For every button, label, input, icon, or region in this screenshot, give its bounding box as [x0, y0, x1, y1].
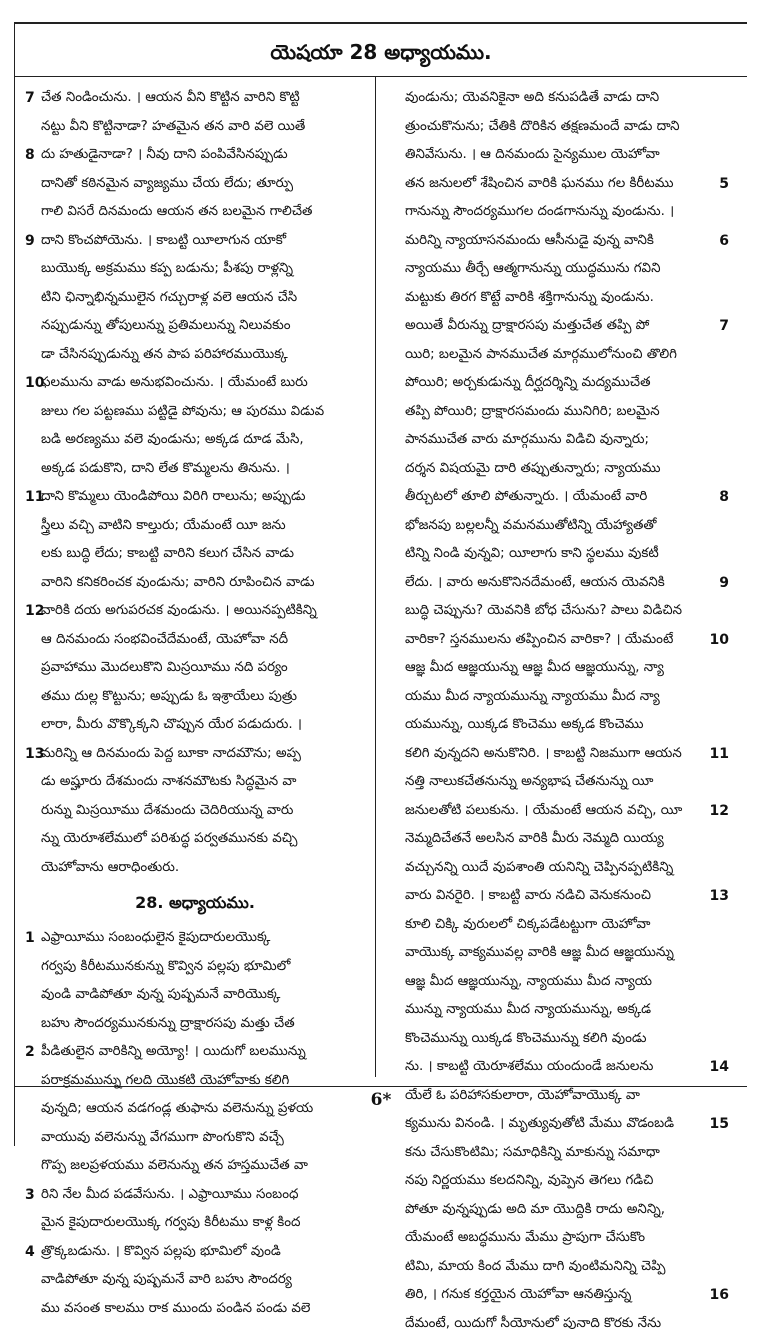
line-text: వాయొక్క వాక్యమువల్ల వారికి ఆజ్ఞ మీద ఆజ్ఞయున్ను	[405, 939, 674, 968]
text-line	[389, 768, 729, 797]
verse-number: 4	[25, 1238, 35, 1267]
text-line	[389, 512, 729, 541]
line-text: భోజనపు బల్లలన్నీ వమనముతోటిన్ని యేహ్యాతతో	[405, 512, 656, 541]
line-text: రున్ను మిస్రయీము దేశమందు చెదిరియున్న వారు	[41, 797, 293, 826]
text-line	[389, 597, 729, 626]
line-text: బడి అరణ్యము వలె వుండును; అక్కడ దూడ మేసి,	[41, 426, 304, 455]
text-line	[389, 1281, 729, 1310]
line-text: త్రొక్కబడును. । కొవ్విన పల్లపు భూమిలో వుండి	[41, 1238, 281, 1267]
line-text: ఆజ్ఞ మీద ఆజ్ఞయున్ను, న్యాయము మీద న్యాయ	[405, 968, 652, 997]
verse-number: 9	[719, 569, 729, 598]
verse-number: 13	[25, 740, 44, 769]
verse-number: 16	[710, 1281, 729, 1310]
verse-number: 11	[710, 740, 729, 769]
line-text: పోతూ వున్నప్పుడు అది మా యొద్దికి రాదు అనిన్ని,	[405, 1196, 665, 1225]
text-line	[389, 483, 729, 512]
text-line	[389, 968, 729, 997]
text-line	[389, 141, 729, 170]
text-line	[389, 569, 729, 598]
text-line	[25, 825, 365, 854]
text-line	[25, 255, 365, 284]
text-line	[25, 1238, 365, 1267]
text-line	[389, 626, 729, 655]
line-text: యము మీద న్యాయమున్ను న్యాయము మీద న్యా	[405, 683, 660, 712]
text-line	[25, 84, 365, 113]
line-text: దానితో కఠినమైన వ్యాజ్యము చేయ లేదు; తూర్పు	[41, 170, 293, 199]
text-line	[389, 1139, 729, 1168]
text-line	[25, 683, 365, 712]
text-line	[25, 1295, 365, 1324]
text-line	[389, 1025, 729, 1054]
line-text: నత్తి నాలుకచేతనున్ను అన్యభాష చేతనున్ను యీ	[405, 768, 653, 797]
line-text: క్యమును వినండి. । మృత్యువుతోటి మేము వొడంబడి	[405, 1110, 674, 1139]
verse-number: 12	[710, 797, 729, 826]
line-text: వాడిపోతూ వున్న పుష్పమనే వారి బహు సౌందర్య	[41, 1266, 292, 1295]
line-text: వుండును; యెవనికైనా అది కనుపడితే వాడు దాని	[405, 84, 659, 113]
line-text: తినివేసును. । ఆ దినమందు సైన్యముల యెహోవా	[405, 141, 660, 170]
line-text: వుండి వాడిపోతూ వున్న పుష్పమనే వారియొక్క	[41, 981, 280, 1010]
text-line	[389, 1310, 729, 1338]
line-text: యేమంటే అబద్ధమును మేము ప్రాపుగా చేసుకొం	[405, 1224, 645, 1253]
text-line	[389, 369, 729, 398]
text-line	[25, 1266, 365, 1295]
text-line	[389, 1167, 729, 1196]
text-line	[25, 981, 365, 1010]
verse-number: 9	[25, 227, 35, 256]
text-line	[25, 312, 365, 341]
line-text: నపు నిర్ణయము కలదనిన్ని, వుప్పెన తెగలు గడిచి	[405, 1167, 653, 1196]
text-line	[389, 227, 729, 256]
line-text: చేత నిండించును. । ఆయన వీని కొట్టిన వారిని కొట్టి	[41, 84, 300, 113]
line-text: దాని కొంచపోయెను. । కాబట్టి యీలాగున యాకో	[41, 227, 286, 256]
text-line	[25, 512, 365, 541]
line-text: స్త్రీలు వచ్చి వాటిని కాల్తురు; యేమంటే యీ జను	[41, 512, 286, 541]
line-text: వాయువు వలెనున్ను వేగముగా పొంగుకొని వచ్చే	[41, 1124, 284, 1153]
text-line	[25, 141, 365, 170]
line-text: మట్టుకు తిరగ కొట్టే వారికి శక్తిగానున్ను వుండును.	[405, 284, 654, 313]
line-text: టిని ఛిన్నాభిన్నములైన గచ్చురాళ్ల వలె ఆయన చేసి	[41, 284, 297, 313]
line-text: బుయొక్క అక్రమము కప్ప బడును; పీశపు రాళ్లన్ని	[41, 255, 293, 284]
verse-number: 7	[25, 84, 35, 113]
text-line	[389, 911, 729, 940]
line-text: జులు గల పట్టణము పట్టిడై పోవును; ఆ పురము విడువ	[41, 398, 324, 427]
line-text: కను చేసుకొంటిమి; సమాధికిన్ని మాకున్ను సమాధా	[405, 1139, 660, 1168]
line-text: దాని కొమ్మలు యెండిపోయి విరిగి రాలును; అప్పుడు	[41, 483, 306, 512]
header-rule	[15, 76, 747, 77]
text-line	[25, 455, 365, 484]
text-line	[389, 198, 729, 227]
text-line	[25, 1124, 365, 1153]
verse-number: 15	[710, 1110, 729, 1139]
text-line	[25, 597, 365, 626]
text-line	[389, 284, 729, 313]
text-line	[25, 369, 365, 398]
line-text: మున్ను న్యాయము మీద న్యాయమున్ను, అక్కడ	[405, 996, 651, 1025]
line-text: తన జనులలో శేషించిన వారికి ఘనము గల కిరీటము	[405, 170, 674, 199]
text-line	[389, 312, 729, 341]
page-header-title: యెషయా 28 అధ్యాయము.	[15, 30, 747, 74]
verse-number: 3	[25, 1181, 35, 1210]
line-text: వున్నది; ఆయన వడగండ్ల తుఫాను వలెనున్ను ప్రళయ	[41, 1095, 313, 1124]
text-line	[389, 1224, 729, 1253]
line-text: పరాక్రమమున్ను గలది యొకటి యెహోవాకు కలిగి	[41, 1067, 289, 1096]
line-text: గర్వపు కిరీటమునకున్ను కొవ్విన పల్లపు భూమిలో	[41, 953, 290, 982]
line-text: తప్పి పోయిరి; ద్రాక్షారసమందు మునిగిరి; బలమైన	[405, 398, 660, 427]
text-line	[25, 654, 365, 683]
text-line	[25, 569, 365, 598]
verse-number: 5	[719, 170, 729, 199]
verse-number: 11	[25, 483, 44, 512]
line-text: ఫలమును వాడు అనుభవించును. । యేమంటే బురు	[41, 369, 308, 398]
printer-signature: 6*	[15, 1090, 747, 1110]
verse-number: 8	[719, 483, 729, 512]
line-text: మరిన్ని న్యాయాసనమందు ఆసీనుడై వున్న వానికి	[405, 227, 654, 256]
text-line	[389, 398, 729, 427]
chapter-heading: 28. అధ్యాయము.	[25, 882, 365, 924]
line-text: నప్పుడున్ను తోపులున్ను ప్రతిమలున్ను నిలువకుం	[41, 312, 291, 341]
text-line	[389, 854, 729, 883]
line-text: బుద్ధి చెప్పును? యెవనికి బోధ చేసును? పాలు విడిచిన	[405, 597, 682, 626]
line-text: త్రుంచుకొనును; చేతికి దొరికిన తక్షణమందే వాడు దాని	[405, 113, 680, 142]
line-text: ను. । కాబట్టి యెరూశలేము యందుండే జనులను	[405, 1053, 653, 1082]
text-line	[389, 797, 729, 826]
text-line	[389, 740, 729, 769]
text-line	[25, 284, 365, 313]
text-line	[389, 1110, 729, 1139]
line-text: జనులతోటి పలుకును. । యేమంటే ఆయన వచ్చి, యీ	[405, 797, 682, 826]
verse-number: 6	[719, 227, 729, 256]
line-text: ఆజ్ఞ మీద ఆజ్ఞయున్ను ఆజ్ఞ మీద ఆజ్ఞయున్ను, న్యా	[405, 654, 664, 683]
line-text: దేమంటే, యిదుగో సీయోనులో పునాది కొరకు నేను	[405, 1310, 661, 1338]
text-line	[25, 711, 365, 740]
column-divider	[375, 77, 376, 1077]
text-line	[25, 854, 365, 883]
text-line	[25, 1209, 365, 1238]
text-line	[25, 1010, 365, 1039]
line-text: ము వసంత కాలము రాక ముందు పండిన పండు వలె	[41, 1295, 310, 1324]
line-text: యేలే ఓ పరిహాసకులారా, యెహోవాయొక్క వా	[405, 1082, 640, 1111]
line-text: టిమి, మాయ కింద మేము దాగి వుంటిమనిన్ని చెప్పి	[405, 1253, 666, 1282]
scripture-page	[14, 22, 747, 1146]
left-column	[25, 84, 365, 1084]
text-line	[389, 996, 729, 1025]
line-text: మరిన్ని ఆ దినమందు పెద్ద బూకా నాదమౌను; అప్ప	[41, 740, 301, 769]
text-line	[389, 654, 729, 683]
line-text: వారికి దయ అగుపరచక వుండును. । అయినప్పటికిన్ని	[41, 597, 317, 626]
line-text: నెమ్మదిచేతనే అలసిన వారికి మీరు నెమ్మది యియ్య	[405, 825, 664, 854]
text-line	[389, 455, 729, 484]
footer-rule	[15, 1086, 747, 1087]
text-line	[25, 398, 365, 427]
text-line	[25, 227, 365, 256]
line-text: ప్రవాహాము మొదలుకొని మిస్రయీము నది పర్యం	[41, 654, 288, 683]
text-line	[25, 1152, 365, 1181]
line-text: ఆ దినమందు సంభవించేదేమంటే, యెహోవా నదీ	[41, 626, 288, 655]
line-text: గాలి విసరే దినమందు ఆయన తన బలమైన గాలిచేత	[41, 198, 312, 227]
text-line	[389, 113, 729, 142]
line-text: యమున్ను, యిక్కడ కొంచెము అక్కడ కొంచెము	[405, 711, 643, 740]
text-line	[389, 426, 729, 455]
line-text: గానున్ను సౌందర్యముగల దండగానున్ను వుండును. ।	[405, 198, 674, 227]
line-text: ఎఫ్రాయీము సంబంధులైన కైపుదారులయొక్క	[41, 924, 270, 953]
text-line	[25, 797, 365, 826]
line-text: బహు సౌందర్యమునకున్ను ద్రాక్షారసపు మత్తు చేత	[41, 1010, 295, 1039]
line-text: లేదు. । వారు అనుకొనినదేమంటే, ఆయన యెవనికి	[405, 569, 665, 598]
right-column	[389, 84, 729, 1084]
text-line	[389, 1253, 729, 1282]
text-line	[389, 825, 729, 854]
text-line	[389, 170, 729, 199]
line-text: అయితే వీరున్ను ద్రాక్షారసపు మత్తుచేత తప్పి పో	[405, 312, 649, 341]
verse-number: 10	[25, 369, 44, 398]
line-text: లకు బుద్ధి లేదు; కాబట్టి వారిని కలుగ చేసిన వాడు	[41, 540, 294, 569]
text-line	[25, 740, 365, 769]
line-text: లారా, మీరు వొక్కొక్కని చొప్పున యేర పడుదురు. ।	[41, 711, 302, 740]
verse-number: 7	[719, 312, 729, 341]
verse-number: 2	[25, 1038, 35, 1067]
text-line	[389, 711, 729, 740]
line-text: తీర్చుటలో తూలి పోతున్నారు. । యేమంటే వారి	[405, 483, 647, 512]
text-line	[25, 483, 365, 512]
text-line	[25, 626, 365, 655]
line-text: వచ్చునన్ని యిదే వుపశాంతి యనిన్ని చెప్పినప్పటికిన్ని	[405, 854, 673, 883]
text-line	[389, 84, 729, 113]
line-text: యిరి; బలమైన పానముచేత మార్గములోనుంచి తొలిగి	[405, 341, 677, 370]
line-text: యెహోవాను ఆరాధింతురు.	[41, 854, 179, 883]
line-text: కలిగి వున్నదని అనుకొనిరి. । కాబట్టి నిజముగా ఆయన	[405, 740, 682, 769]
line-text: వారిని కనికరించక వుండును; వారిని రూపించిన వాడు	[41, 569, 315, 598]
text-line	[25, 540, 365, 569]
line-text: పీడితులైన వారికిన్ని అయ్యో! । యిదుగో బలమున్ను	[41, 1038, 306, 1067]
verse-number: 14	[710, 1053, 729, 1082]
line-text: కొంచెమున్ను యిక్కడ కొంచెమున్ను కలిగి వుండు	[405, 1025, 646, 1054]
line-text: వారు వినరైరి. । కాబట్టి వారు నడిచి వెనుకనుంచి	[405, 882, 651, 911]
text-line	[389, 882, 729, 911]
line-text: గొప్ప జలప్రళయము వలెనున్ను తన హస్తముచేత వా	[41, 1152, 308, 1181]
text-line	[389, 683, 729, 712]
line-text: తిరి, । గనుక కర్తయైన యెహోవా ఆనతిస్తున్న	[405, 1281, 631, 1310]
line-text: టిన్ని నిండి వున్నవి; యీలాగు కాని స్థలము వుకటీ	[405, 540, 659, 569]
verse-number: 1	[25, 924, 35, 953]
verse-number: 13	[710, 882, 729, 911]
verse-number: 10	[710, 626, 729, 655]
line-text: డా చేసినప్పుడున్ను తన పాప పరిహారముయొక్క	[41, 341, 288, 370]
text-line	[389, 341, 729, 370]
line-text: తము దుల్ల కొట్టును; అప్పుడు ఓ ఇశ్రాయేలు పుత్రు	[41, 683, 297, 712]
text-line	[389, 540, 729, 569]
text-line	[25, 1038, 365, 1067]
verse-number: 12	[25, 597, 44, 626]
line-text: న్యాయము తీర్చే ఆత్మగానున్ను యుద్ధమును గవిని	[405, 255, 660, 284]
text-line	[25, 1181, 365, 1210]
text-line	[25, 768, 365, 797]
line-text: నట్టు వీని కొట్టినాడా? హతమైన తన వారి వలె యితే	[41, 113, 305, 142]
text-line	[389, 1196, 729, 1225]
line-text: రిని నేల మీద పడవేసును. । ఎఫ్రాయీము సంబంధ	[41, 1181, 298, 1210]
text-line	[25, 953, 365, 982]
text-line	[25, 341, 365, 370]
line-text: వారికా? స్తనములను తప్పించిన వారికా? । యేమంటే	[405, 626, 673, 655]
text-line	[389, 255, 729, 284]
text-line	[25, 170, 365, 199]
line-text: న్ను యెరూశలేములో పరిశుద్ధ పర్వతమునకు వచ్చి	[41, 825, 297, 854]
text-line	[25, 113, 365, 142]
line-text: దర్శన విషయమై దారి తప్పుతున్నారు; న్యాయము	[405, 455, 661, 484]
line-text: మైన కైపుదారులయొక్క గర్వపు కిరీటము కాళ్ల కింద	[41, 1209, 300, 1238]
line-text: పానముచేత వారు మార్గమును విడిచి వున్నారు;	[405, 426, 649, 455]
line-text: కూలి చిక్కి వురులలో చిక్కపడేటట్టుగా యెహోవా	[405, 911, 650, 940]
text-line	[25, 426, 365, 455]
text-line	[389, 1053, 729, 1082]
line-text: డు అష్హూరు దేశమందు నాశనమౌటకు సిద్ధమైన వా	[41, 768, 296, 797]
text-line	[25, 924, 365, 953]
line-text: అక్కడ పడుకొని, దాని లేత కొమ్మలను తినును. ।	[41, 455, 290, 484]
text-line	[389, 939, 729, 968]
verse-number: 8	[25, 141, 35, 170]
line-text: దు హతుడైనాడా? । నీవు దాని పంపివేసినప్పుడు	[41, 141, 288, 170]
line-text: పోయిరి; అర్చకుడున్ను దీర్ఘదర్శిన్ని మద్యముచేత	[405, 369, 651, 398]
text-line	[25, 198, 365, 227]
